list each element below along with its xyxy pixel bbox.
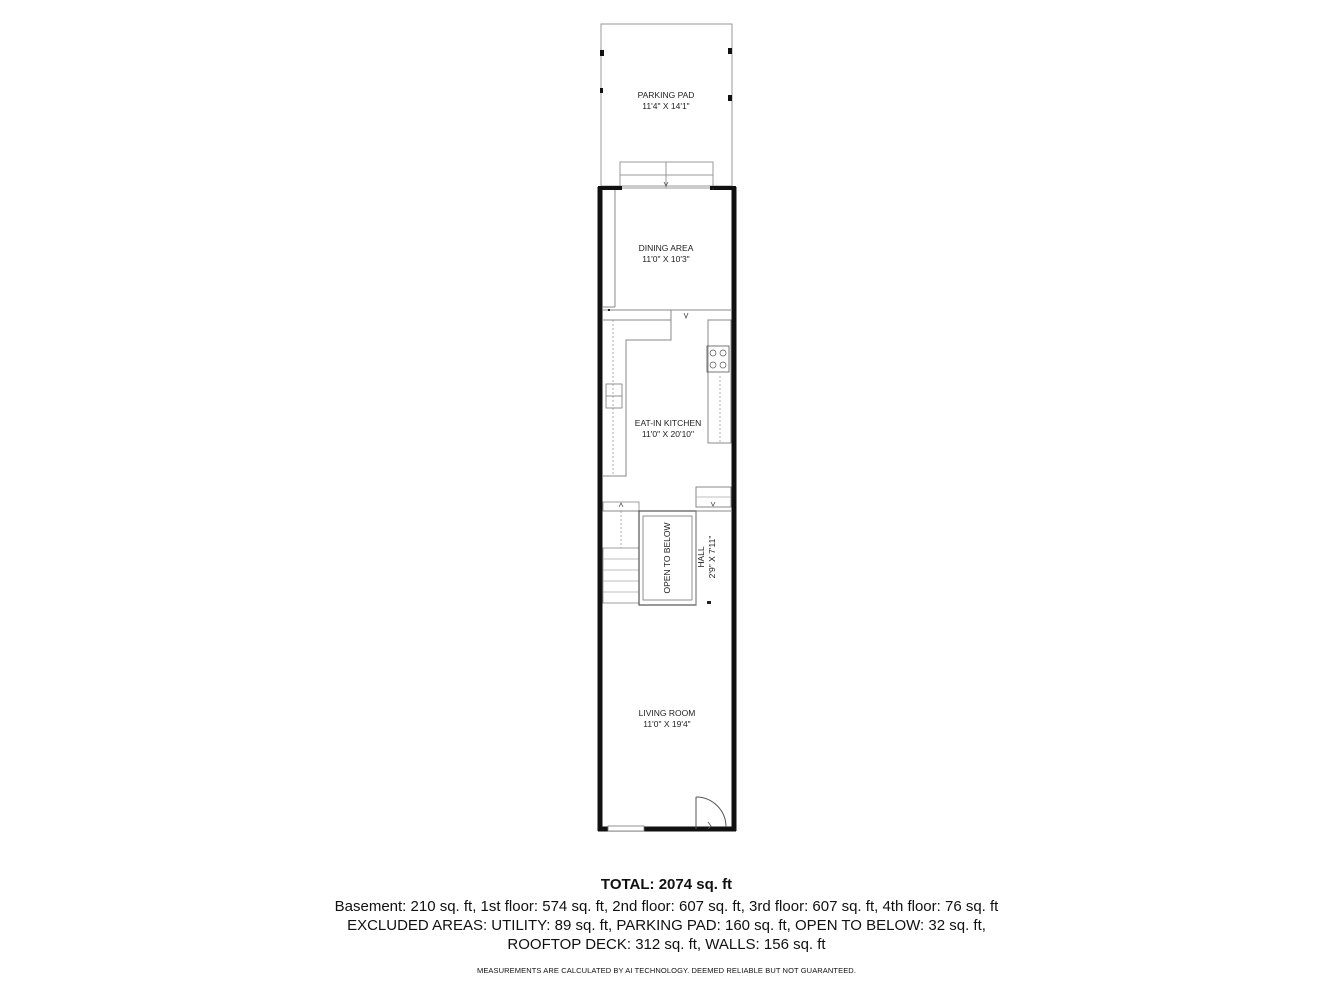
- total-area: TOTAL: 2074 sq. ft: [600, 876, 733, 893]
- disclaimer: MEASUREMENTS ARE CALCULATED BY AI TECHNOLOGY. DEEMED RELIABLE BUT NOT GUARANTEED.: [476, 966, 857, 975]
- living-room-name: LIVING ROOM: [638, 708, 696, 718]
- parking-pad-name: PARKING PAD: [637, 90, 695, 100]
- living-room-dims: 11'0" X 19'4": [643, 719, 691, 729]
- floor-areas: Basement: 210 sq. ft, 1st floor: 574 sq. ft, 2nd floor: 607 sq. ft, 3rd floor: 607 sq. ft, 4th floor: 76 sq. ft: [334, 898, 999, 915]
- kitchen-details: [603, 320, 731, 507]
- open-to-below-label: OPEN TO BELOW: [662, 522, 672, 594]
- exterior-walls: [598, 187, 736, 831]
- dining-area-name: DINING AREA: [638, 243, 694, 253]
- parking-pad-dims: 11'4" X 14'1": [642, 101, 690, 111]
- kitchen-dims: 11'0" X 20'10": [641, 429, 695, 439]
- area-breakdown: [0, 897, 1333, 954]
- excluded-areas-line-1: EXCLUDED AREAS: UTILITY: 89 sq. ft, PARKING PAD: 160 sq. ft, OPEN TO BELOW: 32 sq. ft,: [347, 917, 986, 934]
- hall-dims: 2'9" X 7'11": [707, 535, 717, 579]
- kitchen-name: EAT-IN KITCHEN: [634, 418, 702, 428]
- dining-area-dims: 11'0" X 10'3": [642, 254, 690, 264]
- hall-name: HALL: [696, 546, 706, 568]
- door: [696, 797, 726, 829]
- excluded-areas-line-2: ROOFTOP DECK: 312 sq. ft, WALLS: 156 sq. ft: [507, 936, 826, 953]
